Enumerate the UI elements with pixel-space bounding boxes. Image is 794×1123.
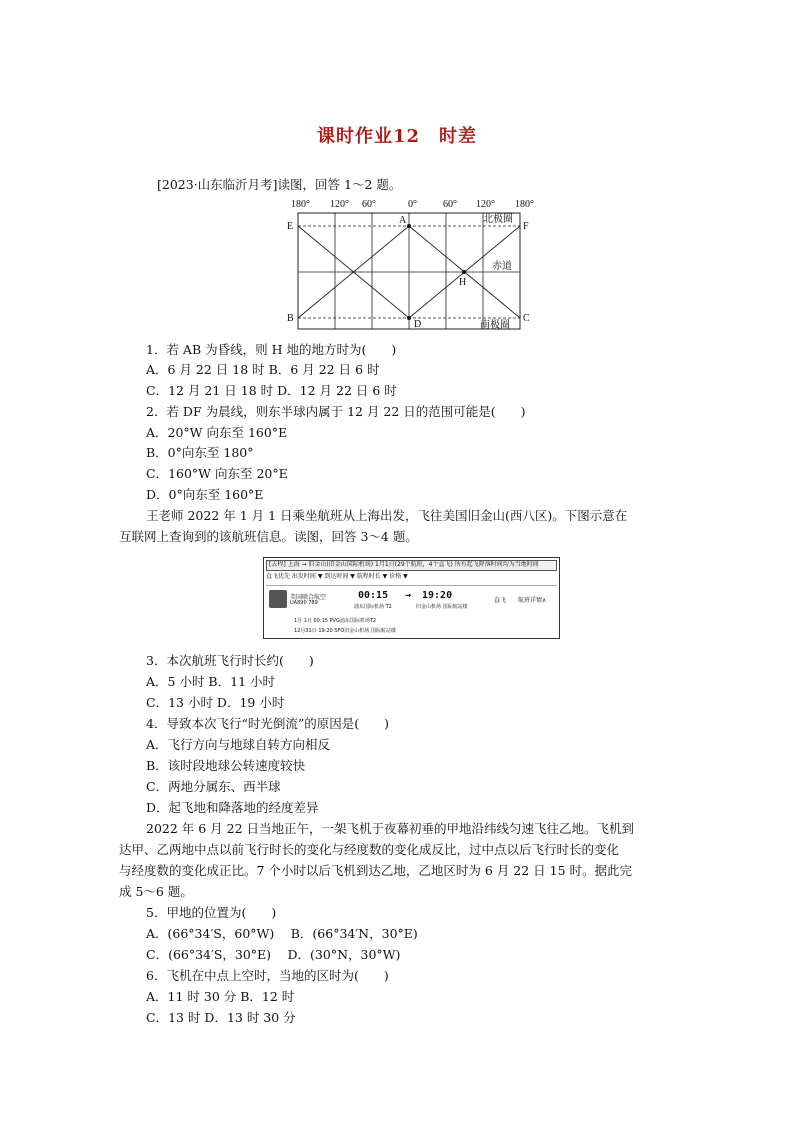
- schedule-row-departure: 1月 1日 00:15 PVG浦东国际机场T2: [294, 618, 377, 624]
- q2-option-b: B．0°向东至 180°: [146, 445, 254, 460]
- q2-option-d: D．0°向东至 160°E: [146, 487, 264, 502]
- lon-label: 60°: [443, 199, 457, 210]
- q3-options-ab: A．5 小时 B．11 小时: [146, 674, 275, 689]
- point-C: C: [523, 313, 530, 324]
- question-6: 6．飞机在中点上空时，当地的区时为( ): [146, 968, 389, 983]
- label-arctic-circle: 北极圈: [483, 214, 513, 225]
- lon-label: 60°: [362, 199, 376, 210]
- q4-option-a: A．飞行方向与地球自转方向相反: [146, 737, 331, 752]
- question-5: 5．甲地的位置为( ): [146, 905, 277, 920]
- flight-number: UA890 789: [290, 600, 318, 606]
- airline-name: 美国联合航空: [290, 594, 327, 601]
- flight-details-link[interactable]: 航班详情∧: [518, 597, 547, 604]
- intro-q3-4-line1: 王老师 2022 年 1 月 1 日乘坐航班从上海出发，飞往美国旧金山(西八区)。下图示意在: [146, 508, 628, 523]
- q4-option-d: D．起飞地和降落地的经度差异: [146, 800, 319, 815]
- intro-q3-4-line2: 互联网上查询到的该航班信息。读图，回答 3～4 题。: [119, 529, 418, 544]
- intro-q5-6-line1: 2022 年 6 月 22 日当地正午，一架飞机于夜幕初垂的甲地沿纬线匀速飞往乙地。飞机到: [146, 821, 635, 836]
- lon-label: 180°: [291, 199, 310, 210]
- label-antarctic-circle: 南极圈: [480, 320, 510, 331]
- question-2: 2．若 DF 为晨线，则东半球内属于 12 月 22 日的范围可能是( ): [146, 404, 526, 419]
- flight-info-figure: [263, 557, 560, 639]
- q1-options-ab: A．6 月 22 日 18 时 B．6 月 22 日 6 时: [146, 362, 380, 377]
- point-F: F: [523, 221, 529, 232]
- airline-logo-icon: [269, 590, 287, 608]
- question-1: 1．若 AB 为昏线，则 H 地的地方时为( ): [146, 342, 397, 357]
- point-D: D: [414, 319, 422, 330]
- q2-option-c: C．160°W 向东至 20°E: [146, 466, 288, 481]
- q6-options-cd: C．13 时 D．13 时 30 分: [146, 1010, 296, 1025]
- q5-options-cd: C．(66°34′S，30°E) D．(30°N，30°W): [146, 947, 401, 962]
- q4-option-b: B．该时段地球公转速度较快: [146, 758, 306, 773]
- question-4: 4．导致本次飞行“时光倒流”的原因是( ): [146, 716, 389, 731]
- q4-option-c: C．两地分属东、西半球: [146, 779, 281, 794]
- point-B: B: [287, 313, 294, 324]
- q3-options-cd: C．13 小时 D．19 小时: [146, 695, 285, 710]
- page-title: 课时作业12 时差: [316, 126, 478, 147]
- intro-q5-6-line4: 成 5～6 题。: [119, 884, 193, 899]
- direct-badge: 直飞: [494, 597, 507, 604]
- terminator-grid-figure: [284, 196, 536, 334]
- q6-options-ab: A．11 时 30 分 B．12 时: [146, 989, 295, 1004]
- arrival-airport: 旧金山机场 国际航站楼: [416, 604, 468, 610]
- point-E: E: [287, 221, 294, 232]
- q2-option-a: A．20°W 向东至 160°E: [146, 425, 288, 440]
- lon-label: 120°: [476, 199, 495, 210]
- label-equator: 赤道: [492, 261, 512, 272]
- q5-options-ab: A．(66°34′S，60°W) B．(66°34′N，30°E): [146, 926, 418, 941]
- arrival-time: 19:20: [422, 590, 453, 601]
- flight-search-bar: [去程] 上海 → 旧金山(旧金山国际机场) 1月1日(29个航班，4个直飞) 所有起飞降落时间均为当地时间: [266, 560, 557, 571]
- schedule-row-arrival: 12月31日 19:20 SFO旧金山机场 国际航站楼: [294, 628, 396, 634]
- intro-q5-6-line2: 达甲、乙两地中点以前飞行时长的变化与经度数的变化成反比，过中点以后飞行时长的变化: [119, 842, 620, 857]
- point-A: A: [399, 215, 407, 226]
- departure-time: 00:15: [358, 590, 389, 601]
- intro-q5-6-line3: 与经度数的变化成正比。7 个小时以后飞机到达乙地，乙地区时为 6 月 22 日 15 时。据此完: [119, 863, 633, 878]
- lon-label: 120°: [330, 199, 349, 210]
- flight-card: [266, 585, 557, 638]
- lon-label: 0°: [408, 199, 417, 210]
- question-3: 3．本次航班飞行时长约( ): [146, 653, 314, 668]
- q1-options-cd: C．12 月 21 日 18 时 D．12 月 22 日 6 时: [146, 383, 397, 398]
- intro-q1-2: [2023·山东临沂月考]读图，回答 1～2 题。: [157, 177, 402, 192]
- lon-label: 180°: [515, 199, 534, 210]
- point-H: H: [459, 277, 467, 288]
- departure-airport: 浦东国际机场 T2: [354, 604, 392, 610]
- sort-filters: 直飞优先 出发时间 ▼ 到达时间 ▼ 航程时长 ▼ 价格 ▼: [266, 573, 408, 580]
- arrow-icon: →: [405, 590, 412, 601]
